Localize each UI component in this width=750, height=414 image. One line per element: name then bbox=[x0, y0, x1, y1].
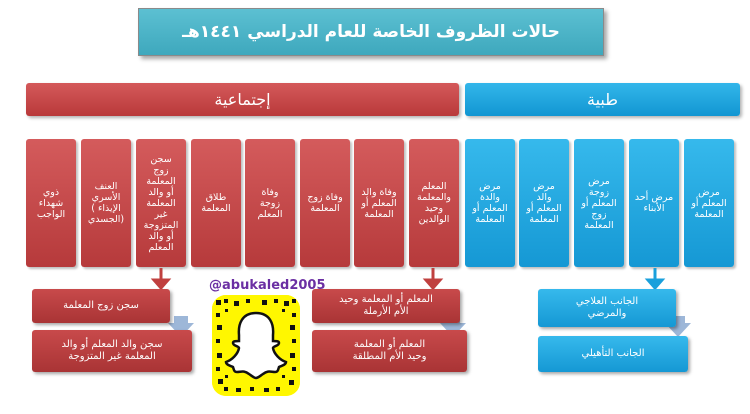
arrow-medical bbox=[648, 268, 662, 288]
case-child-illness: مرض أحد الأبناء bbox=[629, 139, 679, 267]
arrow-imprisonment bbox=[154, 268, 168, 288]
only-child-widow-box: المعلم أو المعلمة وحيد الأم الأرملة bbox=[312, 289, 460, 323]
snapcode-icon bbox=[212, 295, 300, 396]
case-imprisonment: سجن زوج المعلمة أو والد المعلمة غير المتزوجة أو والد المعلم bbox=[136, 139, 186, 267]
case-divorce: طلاق المعلمة bbox=[191, 139, 241, 267]
case-father-death: وفاة والد المعلم أو المعلمة bbox=[354, 139, 404, 267]
case-only-child: المعلم والمعلمة وحيد الوالدين bbox=[409, 139, 459, 267]
case-self-illness: مرض المعلم أو المعلمة bbox=[684, 139, 734, 267]
medical-treatment-box: الجانب العلاجي والمرضي bbox=[538, 289, 676, 327]
category-medical: طبية bbox=[465, 83, 740, 116]
snapchat-code bbox=[212, 295, 300, 396]
snapchat-handle: @abukaled2005 bbox=[209, 278, 326, 293]
prison-husband-box: سجن زوج المعلمة bbox=[32, 289, 170, 323]
prison-father-box: سجن والد المعلم أو والد المعلمة غير المتزوجة bbox=[32, 330, 192, 372]
case-father-illness: مرض والد المعلم أو المعلمة bbox=[519, 139, 569, 267]
case-husband-death: وفاة زوج المعلمة bbox=[300, 139, 350, 267]
case-martyrs-families: ذوي شهداء الواجب bbox=[26, 139, 76, 267]
case-spouse-illness: مرض زوجة المعلم أو زوج المعلمة bbox=[574, 139, 624, 267]
case-mother-illness: مرض والدة المعلم أو المعلمة bbox=[465, 139, 515, 267]
case-domestic-violence: العنف الأسري ( الإيذاء الجسدي) bbox=[81, 139, 131, 267]
case-wife-death: وفاة زوجة المعلم bbox=[245, 139, 295, 267]
page-title: حالات الظروف الخاصة للعام الدراسي ١٤٤١هـ bbox=[138, 8, 604, 56]
arrow-only-child bbox=[426, 268, 440, 288]
only-child-divorced-box: المعلم أو المعلمة وحيد الأم المطلقة bbox=[312, 330, 467, 372]
medical-rehab-box: الجانب التأهيلي bbox=[538, 336, 688, 372]
category-social: إجتماعية bbox=[26, 83, 459, 116]
